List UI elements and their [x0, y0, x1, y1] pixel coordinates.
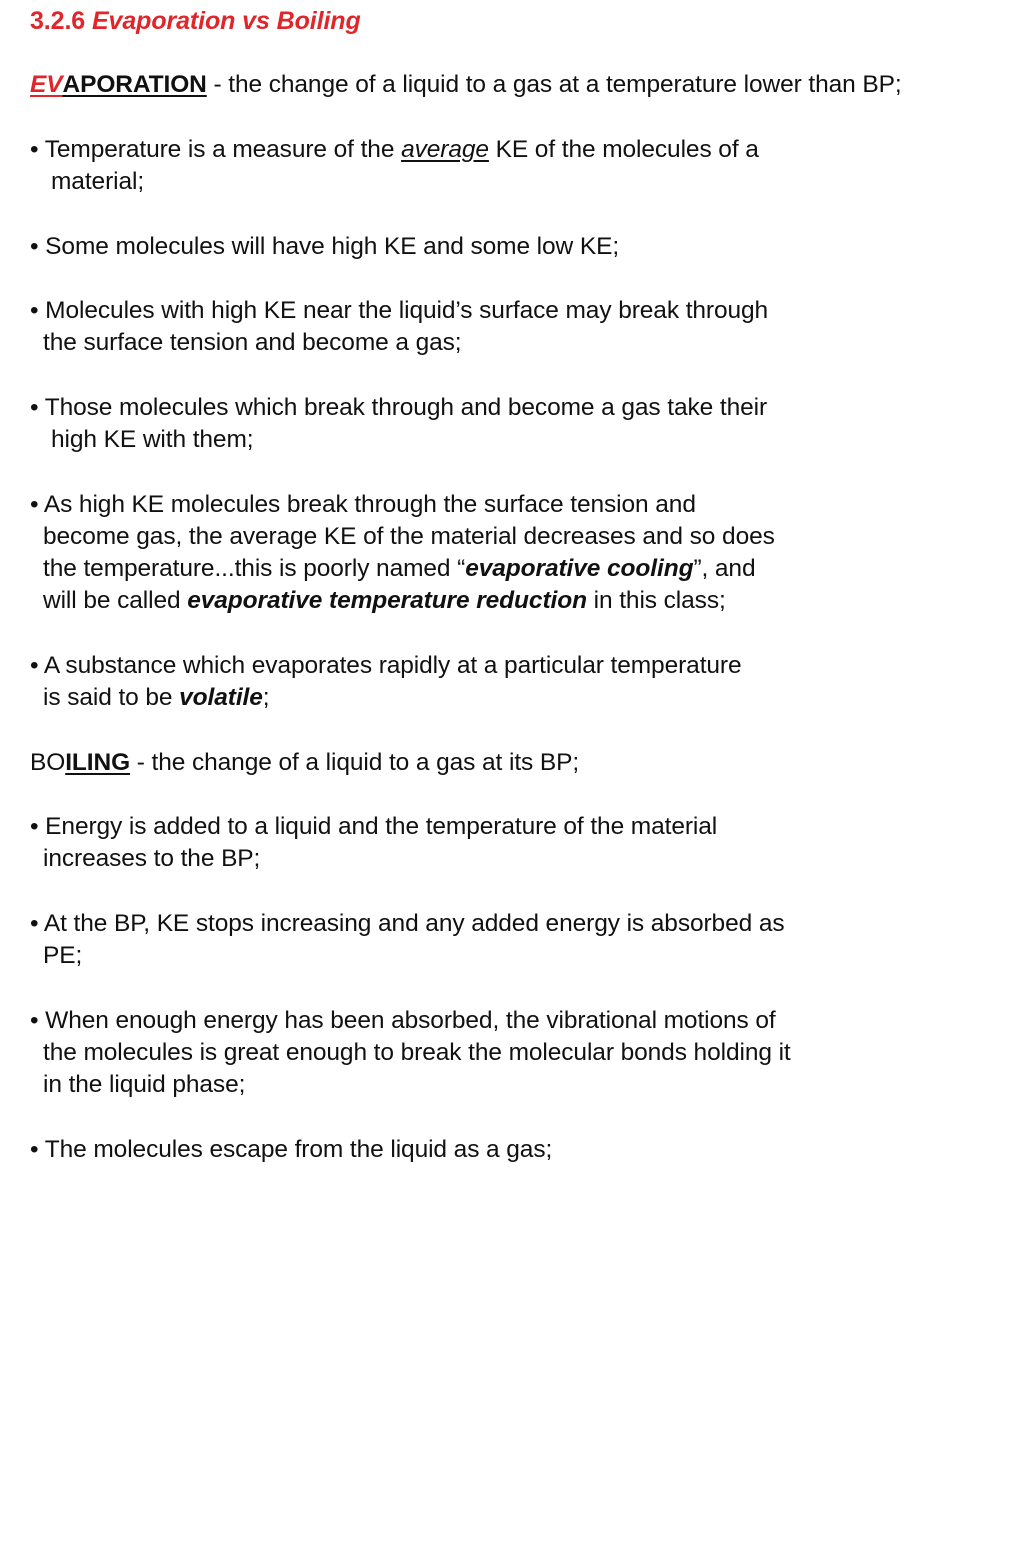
bullet-text: ;: [262, 684, 270, 711]
evaporation-bullet-1-line-1: [30, 134, 759, 166]
emphasis-evaporative-temperature-reduction: evaporative temperature reduction: [187, 587, 587, 614]
evaporation-term-suffix: APORATION: [62, 71, 207, 98]
boiling-bullet-3-line-1: • When enough energy has been absorbed, the vibrational motions of: [30, 1007, 776, 1034]
evaporation-bullet-5-line-4: [43, 585, 726, 617]
evaporation-bullet-5-line-1: • As high KE molecules break through the surface tension and: [30, 491, 696, 518]
evaporation-bullet-4-line-1: • Those molecules which break through and become a gas take their: [30, 394, 768, 421]
evaporation-bullet-6-line-1: • A substance which evaporates rapidly at a particular temperature: [30, 652, 742, 679]
evaporation-bullet-1-line-2: material;: [51, 168, 145, 195]
bullet-text: the temperature...this is poorly named “: [43, 555, 466, 582]
evaporation-definition: [30, 69, 902, 101]
emphasis-evaporative-cooling: evaporative cooling: [465, 555, 694, 582]
bullet-text: • Temperature is a measure of the: [30, 136, 402, 163]
boiling-bullet-2-line-1: • At the BP, KE stops increasing and any added energy is absorbed as: [30, 910, 785, 937]
bullet-text: will be called: [43, 587, 188, 614]
evaporation-bullet-5-line-3: [43, 553, 756, 585]
boiling-bullet-1-line-2: increases to the BP;: [43, 845, 261, 872]
boiling-term-suffix: ILING: [65, 749, 131, 776]
section-title: [30, 5, 361, 37]
evaporation-bullet-2: • Some molecules will have high KE and some low KE;: [30, 233, 620, 260]
bullet-text: in this class;: [586, 587, 726, 614]
bullet-text: ”, and: [693, 555, 756, 582]
emphasis-volatile: volatile: [179, 684, 263, 711]
boiling-definition-text: - the change of a liquid to a gas at its BP;: [130, 749, 580, 776]
boiling-bullet-4: • The molecules escape from the liquid as a gas;: [30, 1136, 553, 1163]
evaporation-bullet-5-line-2: become gas, the average KE of the material decreases and so does: [43, 523, 775, 550]
boiling-bullet-2-line-2: PE;: [43, 942, 83, 969]
evaporation-bullet-6-line-2: [43, 682, 270, 714]
boiling-bullet-3-line-2: the molecules is great enough to break the molecular bonds holding it: [43, 1039, 791, 1066]
bullet-text: is said to be: [43, 684, 180, 711]
evaporation-bullet-3-line-1: • Molecules with high KE near the liquid’s surface may break through: [30, 297, 769, 324]
evaporation-definition-text: - the change of a liquid to a gas at a temperature lower than BP;: [206, 71, 902, 98]
section-title-text: Evaporation vs Boiling: [91, 7, 361, 35]
evaporation-term-prefix: EV: [30, 71, 63, 98]
bullet-text: KE of the molecules of a: [488, 136, 759, 163]
boiling-bullet-3-line-3: in the liquid phase;: [43, 1071, 246, 1098]
boiling-definition: [30, 747, 579, 779]
boiling-bullet-1-line-1: • Energy is added to a liquid and the temperature of the material: [30, 813, 718, 840]
section-number: 3.2.6: [30, 7, 86, 35]
emphasis-average: average: [401, 136, 489, 163]
evaporation-bullet-4-line-2: high KE with them;: [51, 426, 254, 453]
boiling-term-prefix: BO: [30, 749, 66, 776]
evaporation-bullet-3-line-2: the surface tension and become a gas;: [43, 329, 462, 356]
